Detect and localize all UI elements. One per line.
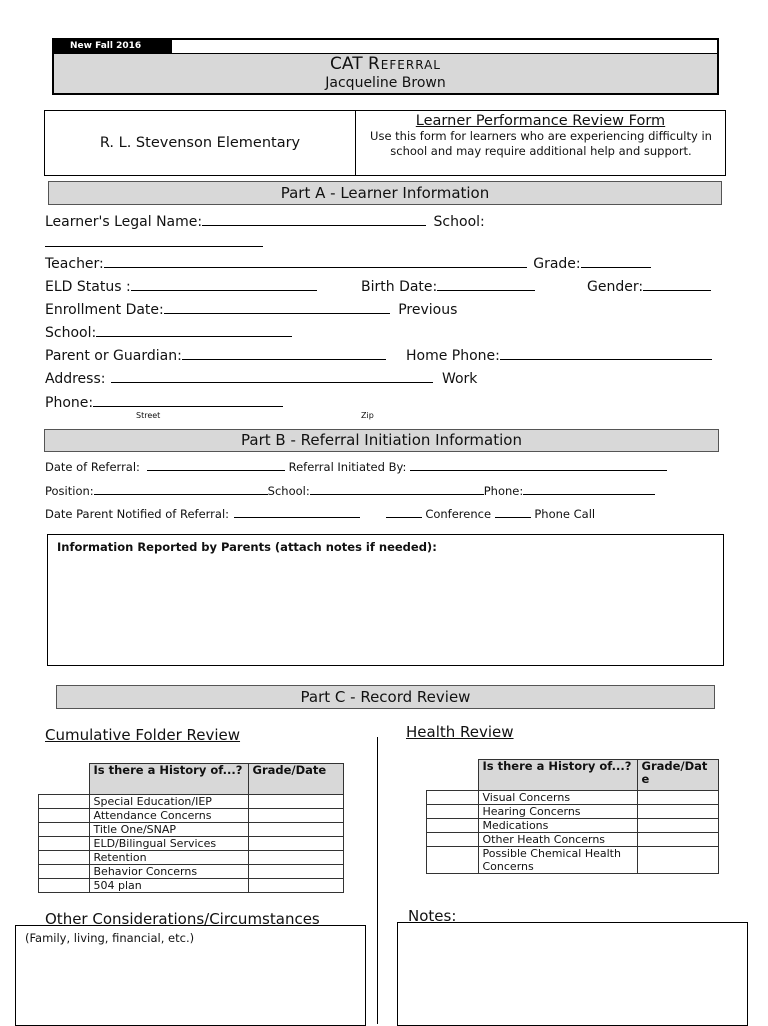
cumulative-title: Cumulative Folder Review: [45, 726, 241, 744]
referral-date-field[interactable]: [147, 460, 285, 471]
cumulative-history-head: Is there a History of...?: [89, 764, 248, 795]
parent-label: Parent or Guardian:: [45, 348, 182, 364]
initiated-by-label: Referral Initiated By:: [288, 460, 407, 474]
referral-phone-label: Phone:: [483, 484, 524, 498]
gender-field[interactable]: [643, 278, 711, 291]
work-phone-row: [45, 394, 283, 411]
health-grade-cell[interactable]: [637, 791, 719, 805]
enrollment-row: [45, 301, 457, 318]
cumulative-item-label: Retention: [89, 851, 248, 865]
cumulative-checkbox-cell[interactable]: [39, 837, 90, 851]
grade-label: Grade:: [533, 256, 581, 272]
health-grade-head: Grade/Date: [637, 760, 719, 791]
form-title: [54, 54, 717, 74]
health-item-label: Hearing Concerns: [478, 805, 637, 819]
health-history-head: Is there a History of...?: [478, 760, 637, 791]
cumulative-grade-cell[interactable]: [248, 879, 344, 893]
previous-label: Previous: [398, 302, 458, 318]
zip-caption: Zip: [361, 411, 374, 420]
legal-name-field[interactable]: [202, 213, 426, 226]
parent-info-title: Information Reported by Parents (attach notes if needed):: [57, 540, 437, 554]
cumulative-row: [39, 865, 344, 879]
other-considerations-hint: (Family, living, financial, etc.): [25, 931, 195, 945]
previous-school-row: [45, 324, 292, 341]
school-box: [44, 110, 726, 176]
home-phone-label: Home Phone:: [406, 348, 500, 364]
conference-label: Conference: [425, 507, 492, 521]
eld-row: [45, 278, 317, 295]
health-row: [427, 791, 719, 805]
cumulative-row: [39, 879, 344, 893]
cumulative-blank-head: [39, 764, 90, 795]
cumulative-grade-cell[interactable]: [248, 865, 344, 879]
health-grade-cell[interactable]: [637, 819, 719, 833]
parent-row: [45, 347, 386, 364]
health-item-label: Other Heath Concerns: [478, 833, 637, 847]
health-item-label: Visual Concerns: [478, 791, 637, 805]
address-field[interactable]: [111, 370, 433, 383]
cumulative-row: [39, 823, 344, 837]
cumulative-table: [38, 763, 344, 893]
title-rest: Referral: [368, 54, 441, 74]
referral-date-row: [45, 460, 667, 474]
notes-title: Notes:: [408, 907, 457, 925]
school-name: R. L. Stevenson Elementary: [99, 135, 301, 151]
school-label: School:: [433, 214, 485, 230]
part-b-header: Part B - Referral Initiation Information: [44, 429, 719, 452]
legal-name-label: Learner's Legal Name:: [45, 214, 203, 230]
form-description: Use this form for learners who are experiencing difficulty in school and may require additional help and support.: [370, 129, 712, 158]
parent-info-box[interactable]: [47, 534, 724, 666]
address-row: [45, 370, 477, 387]
health-row: [427, 833, 719, 847]
cumulative-row: [39, 795, 344, 809]
health-row: [427, 819, 719, 833]
referral-date-label: Date of Referral:: [45, 460, 140, 474]
address-label: Address:: [45, 371, 106, 387]
referral-school-field[interactable]: [310, 484, 484, 495]
health-checkbox-cell[interactable]: [427, 833, 479, 847]
birth-date-row: [361, 278, 535, 295]
health-item-label: Medications: [478, 819, 637, 833]
part-c-header: Part C - Record Review: [56, 685, 715, 709]
enrollment-label: Enrollment Date:: [45, 302, 164, 318]
health-checkbox-cell[interactable]: [427, 805, 479, 819]
cumulative-header-row: [39, 764, 344, 795]
parent-notified-row: [45, 507, 595, 521]
health-row: [427, 805, 719, 819]
cumulative-checkbox-cell[interactable]: [39, 865, 90, 879]
cumulative-checkbox-cell[interactable]: [39, 879, 90, 893]
cumulative-checkbox-cell[interactable]: [39, 851, 90, 865]
cumulative-row: [39, 851, 344, 865]
cumulative-grade-cell[interactable]: [248, 823, 344, 837]
cumulative-grade-cell[interactable]: [248, 809, 344, 823]
health-grade-cell[interactable]: [637, 847, 719, 874]
cumulative-grade-head: Grade/Date: [248, 764, 344, 795]
cumulative-checkbox-cell[interactable]: [39, 823, 90, 837]
notes-box[interactable]: [397, 922, 748, 1026]
cumulative-grade-cell[interactable]: [248, 851, 344, 865]
edition-tag: New Fall 2016: [54, 40, 172, 53]
eld-field[interactable]: [131, 278, 317, 291]
health-title: Health Review: [406, 723, 514, 741]
conference-field[interactable]: [386, 507, 422, 518]
parent-notified-label: Date Parent Notified of Referral:: [45, 507, 230, 521]
cumulative-grade-cell[interactable]: [248, 837, 344, 851]
cumulative-item-label: Special Education/IEP: [89, 795, 248, 809]
parent-field[interactable]: [182, 347, 386, 360]
health-table: [426, 759, 719, 874]
health-header-row: [427, 760, 719, 791]
referral-phone-field[interactable]: [523, 484, 655, 495]
referral-school-label: School:: [267, 484, 310, 498]
cumulative-item-label: Attendance Concerns: [89, 809, 248, 823]
column-divider: [377, 737, 378, 1024]
home-phone-row: [406, 347, 712, 364]
cumulative-checkbox-cell[interactable]: [39, 795, 90, 809]
position-row: [45, 484, 655, 498]
cumulative-checkbox-cell[interactable]: [39, 809, 90, 823]
birth-date-field[interactable]: [437, 278, 535, 291]
work-label: Work: [441, 371, 478, 387]
teacher-row: [45, 255, 651, 272]
other-considerations-title: Other Considerations/Circumstances: [45, 910, 320, 928]
health-checkbox-cell[interactable]: [427, 791, 479, 805]
street-caption: Street: [136, 411, 161, 420]
teacher-field[interactable]: [104, 255, 527, 268]
phone-call-label: Phone Call: [534, 507, 596, 521]
health-checkbox-cell[interactable]: [427, 847, 479, 874]
cumulative-grade-cell[interactable]: [248, 795, 344, 809]
enrollment-field[interactable]: [164, 301, 390, 314]
parent-notified-field[interactable]: [234, 507, 360, 518]
health-blank-head: [427, 760, 479, 791]
form-name: Learner Performance Review Form: [415, 113, 666, 129]
gender-label: Gender:: [587, 279, 644, 295]
gender-row: [587, 278, 711, 295]
author-name: Jacqueline Brown: [325, 75, 446, 91]
cumulative-item-label: 504 plan: [89, 879, 248, 893]
cumulative-item-label: Title One/SNAP: [89, 823, 248, 837]
health-grade-cell[interactable]: [637, 805, 719, 819]
cumulative-item-label: ELD/Bilingual Services: [89, 837, 248, 851]
health-checkbox-cell[interactable]: [427, 819, 479, 833]
teacher-label: Teacher:: [45, 256, 104, 272]
school-field[interactable]: [45, 246, 263, 247]
phone-call-field[interactable]: [495, 507, 531, 518]
previous-school-field[interactable]: [96, 324, 292, 337]
home-phone-field[interactable]: [500, 347, 712, 360]
position-field[interactable]: [94, 484, 268, 495]
title-cat: CAT: [330, 54, 363, 74]
birth-date-label: Birth Date:: [361, 279, 438, 295]
eld-label: ELD Status :: [45, 279, 131, 295]
part-a-header: Part A - Learner Information: [48, 181, 722, 205]
header-box: [52, 38, 719, 95]
health-row: [427, 847, 719, 874]
initiated-by-field[interactable]: [410, 460, 667, 471]
position-label: Position:: [45, 484, 94, 498]
previous-school-label: School:: [45, 325, 97, 341]
cumulative-row: [39, 809, 344, 823]
health-grade-cell[interactable]: [637, 833, 719, 847]
legal-name-row: [45, 213, 485, 230]
other-considerations-box[interactable]: [15, 925, 366, 1026]
grade-field[interactable]: [581, 255, 651, 268]
health-item-label: Possible Chemical Health Concerns: [478, 847, 637, 874]
cumulative-row: [39, 837, 344, 851]
work-phone-label: Phone:: [45, 395, 94, 411]
cumulative-item-label: Behavior Concerns: [89, 865, 248, 879]
work-phone-field[interactable]: [93, 394, 283, 407]
